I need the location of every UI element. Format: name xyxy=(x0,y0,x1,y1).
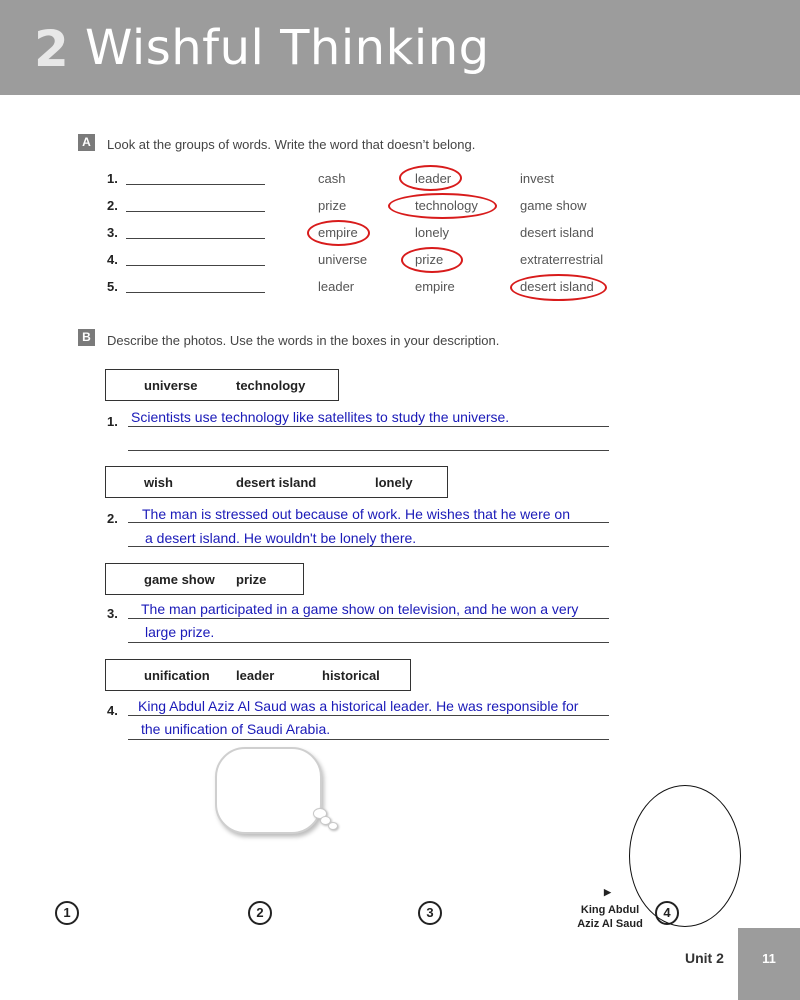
unit-title: Wishful Thinking xyxy=(85,20,490,76)
writing-line xyxy=(128,546,609,547)
box-word: universe xyxy=(144,378,198,393)
answer-circle xyxy=(510,274,607,301)
word-option: invest xyxy=(520,171,554,186)
box-word: desert island xyxy=(236,475,317,490)
writing-line xyxy=(128,450,609,451)
row-number: 4. xyxy=(107,252,118,267)
answer-circle xyxy=(307,220,370,246)
box-word: historical xyxy=(322,668,380,683)
answer-blank[interactable] xyxy=(126,238,265,239)
photo-number: 3 xyxy=(418,901,442,925)
photo-number: 4 xyxy=(655,901,679,925)
word-option: universe xyxy=(318,252,368,267)
answer-text[interactable]: a desert island. He wouldn't be lonely there. xyxy=(145,530,417,546)
caption-line: Aziz Al Saud xyxy=(577,918,643,930)
photo-number: 2 xyxy=(248,901,272,925)
answer-blank[interactable] xyxy=(126,211,265,212)
writing-line xyxy=(128,715,609,716)
box-word: leader xyxy=(236,668,275,683)
item-number: 2. xyxy=(107,511,118,526)
word-option: desert island xyxy=(520,225,594,240)
word-option: desert island xyxy=(520,279,594,294)
word-option: extraterrestrial xyxy=(520,252,604,267)
photo-caption xyxy=(572,903,648,931)
row-number: 2. xyxy=(107,198,118,213)
answer-blank[interactable] xyxy=(126,292,265,293)
word-box xyxy=(105,659,411,691)
answer-text[interactable]: King Abdul Aziz Al Saud was a historical leader. He was responsible for xyxy=(138,698,579,714)
section-a-badge: A xyxy=(78,134,95,151)
answer-text[interactable]: The man is stressed out because of work. He wishes that he were on xyxy=(142,506,570,522)
word-option: leader xyxy=(318,279,355,294)
word-option: empire xyxy=(415,279,455,294)
box-word: lonely xyxy=(375,475,413,490)
answer-text[interactable]: The man participated in a game show on television, and he won a very xyxy=(141,601,579,617)
box-word: game show xyxy=(144,572,215,587)
thought-bubble xyxy=(215,747,322,834)
answer-circle xyxy=(399,165,462,191)
answer-text[interactable]: the unification of Saudi Arabia. xyxy=(141,721,331,737)
answer-text[interactable]: Scientists use technology like satellites to study the universe. xyxy=(131,409,510,425)
word-option: empire xyxy=(318,225,358,240)
page-header xyxy=(0,0,800,95)
box-word: technology xyxy=(236,378,306,393)
box-word: unification xyxy=(144,668,210,683)
page-number: 11 xyxy=(738,928,800,1000)
word-option: prize xyxy=(318,198,347,213)
word-option: prize xyxy=(415,252,444,267)
footer-unit-label: Unit 2 xyxy=(685,950,724,966)
item-number: 4. xyxy=(107,703,118,718)
answer-blank[interactable] xyxy=(126,265,265,266)
answer-blank[interactable] xyxy=(126,184,265,185)
box-word: wish xyxy=(144,475,173,490)
word-option: cash xyxy=(318,171,346,186)
section-a-instruction: Look at the groups of words. Write the word that doesn’t belong. xyxy=(107,137,476,152)
writing-line xyxy=(128,426,609,427)
writing-line xyxy=(128,618,609,619)
oval-annotation xyxy=(629,785,741,927)
item-number: 3. xyxy=(107,606,118,621)
word-option: lonely xyxy=(415,225,449,240)
answer-circle xyxy=(401,247,463,273)
caption-line: King Abdul xyxy=(580,904,640,916)
row-number: 3. xyxy=(107,225,118,240)
writing-line xyxy=(128,739,609,740)
answer-circle xyxy=(388,193,497,219)
row-number: 1. xyxy=(107,171,118,186)
word-box xyxy=(105,466,448,498)
box-word: prize xyxy=(236,572,267,587)
writing-line xyxy=(128,642,609,643)
caption-arrow-icon: ▶ xyxy=(604,887,611,897)
writing-line xyxy=(128,522,609,523)
thought-bubble-dot xyxy=(328,822,338,830)
word-box xyxy=(105,369,339,401)
section-b-instruction: Describe the photos. Use the words in the boxes in your description. xyxy=(107,333,500,348)
word-option: leader xyxy=(415,171,452,186)
unit-number: 2 xyxy=(34,20,69,78)
row-number: 5. xyxy=(107,279,118,294)
word-option: technology xyxy=(415,198,478,213)
answer-text[interactable]: large prize. xyxy=(145,624,215,640)
photo-number: 1 xyxy=(55,901,79,925)
word-box xyxy=(105,563,304,595)
word-option: game show xyxy=(520,198,587,213)
item-number: 1. xyxy=(107,414,118,429)
section-b-badge: B xyxy=(78,329,95,346)
